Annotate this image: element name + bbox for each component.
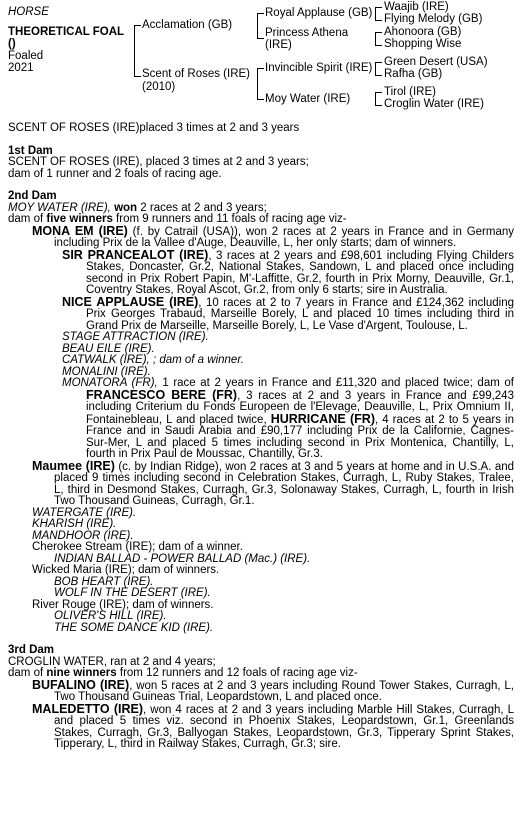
foaled-year: 2021 [8,62,34,74]
entry-cherokee-stream: Cherokee Stream (IRE); dam of a winner. [32,541,243,553]
dam2-heading: 2nd Dam [8,190,57,202]
horse-name: THEORETICAL FOAL () [8,26,124,50]
sire-sire: Royal Applause (GB) [265,7,373,19]
entry-beau-eile: BEAU EILE (IRE). [62,342,155,355]
entry-indian-ballad: INDIAN BALLAD - POWER BALLAD (Mac.) (IRE). [54,552,311,565]
entry-sir-prancealot: SIR PRANCEALOT (IRE), 3 races at 2 years and £98,601 including Flying Childers Stakes, Doncaster, Gr.2, National Stakes, Sandown, L and placed once including second in Prix Robert Papin, M'-Laffitte, Gr.2, fourth in Prix Morny, Deauville, Gr.1, Coventry Stakes, Royal Ascot, Gr.2, from only 6 starts; sire in Australia. [62,247,514,296]
entry-wolf-in-the-desert: WOLF IN THE DESERT (IRE). [54,587,211,599]
foaled-label: Foaled [8,50,44,62]
dam-sire-sire: Green Desert (USA) [384,56,488,68]
dam3-produce: dam of nine winners from 12 runners and 12 foals of racing age viz- [8,667,358,679]
dam-sire: Invincible Spirit (IRE) [265,62,373,74]
dam1-line2: dam of 1 runner and 2 foals of racing age. [8,167,222,180]
bracket-ss [375,7,382,21]
entry-catwalk: CATWALK (IRE), ; dam of a winner. [62,354,244,366]
bracket-sd [375,32,382,46]
dam3-heading: 3rd Dam [8,644,55,656]
sire-dam-2: (IRE) [265,39,292,51]
bracket-dd [375,92,382,106]
sire-sire-sire: Waajib (IRE) [384,1,449,13]
dam: Scent of Roses (IRE) [142,68,251,80]
sire: Acclamation (GB) [142,19,233,31]
entry-maledetto: MALEDETTO (IRE), won 4 races at 2 and 3 years including Marble Hill Stakes, Curragh, L and placed 5 times viz. second in Phoenix Stakes, Leopardstown, Gr.1, Greenlands Stakes, Curragh, Gr.3, Ballyogan Stakes, Leopardstown, Gr.3, Tipperary Sprint Stakes, Tipperary, L, third in Railway Stakes, Curragh, Gr.3; sire. [32,701,514,750]
entry-maumee: Maumee (IRE) (c. by Indian Ridge), won 2 races at 3 and 5 years at home and in U.S.A. and placed 9 times including second in Celebration Stakes, Curragh, L, Ruby Stakes, Tralee, L, third in Desmond Stakes, Curragh, Gr.3, Solonaway Stakes, Curragh, L, fourth in Irish Two Thousand Guineas, Curragh, Gr.1. [32,458,515,507]
dam2-line1: MOY WATER (IRE), won 2 races at 2 and 3 years; [8,201,267,214]
entry-bufalino: BUFALINO (IRE), won 5 races at 2 and 3 years including Round Tower Stakes, Curragh, L, Two Thousand Guineas Trial, Leopardstown, L and placed once. [32,677,514,703]
bracket-ds [375,62,382,76]
dam1-heading: 1st Dam [8,144,53,157]
summary: SCENT OF ROSES (IRE)placed 3 times at 2 and 3 years [8,122,300,134]
dam2-produce: dam of five winners from 9 runners and 11 foals of racing age viz- [8,213,347,225]
dam-dam-sire: Tirol (IRE) [384,86,436,98]
entry-river-rouge: River Rouge (IRE); dam of winners. [32,598,214,611]
entry-mandhoor: MANDHOOR (IRE). [32,529,134,542]
bracket-dam [257,68,264,100]
entry-watergate: WATERGATE (IRE). [32,506,137,519]
entry-monatora: MONATORA (FR), 1 race at 2 years in France and £11,320 and placed twice; dam of FRANCESCO BERE (FR), 3 races at 2 and 3 years in France and £99,243 including Criterium du Fonds Europeen de l'Elevage, Deauville, L, Prix Omnium II, Fontainebleau, L and placed twice, HURRICANE (FR), 4 races at 2 to 5 years in France and in Saudi Arabia and £90,177 including Prix de la Californie, Cagnes-Sur-Mer, L and placed 5 times including second in Prix Montenica, Chantilly, L, fourth in Prix Paul de Moussac, Chantilly, Gr.3. [62,377,514,460]
entry-stage-attraction: STAGE ATTRACTION (IRE). [62,331,209,343]
entry-olivers-hill: OLIVER'S HILL (IRE). [54,610,167,622]
catalogue-body [8,123,514,751]
entry-nice-applause: NICE APPLAUSE (IRE), 10 races at 2 to 7 years in France and £124,362 including Prix Georges Trabaud, Marseille Borely, L and placed 10 times including third in Grand Prix de Marseille, Marseille Borely, L, Le Vase d'Argent, Toulouse, L. [62,294,514,332]
dam3-line1: CROGLIN WATER, ran at 2 and 4 years; [8,655,216,668]
dam-dam: Moy Water (IRE) [265,93,351,105]
sire-dam-dam: Shopping Wise [384,38,462,50]
bracket-sire [257,13,264,39]
sire-sire-dam: Flying Melody (GB) [384,13,483,25]
entry-kharish: KHARISH (IRE). [32,518,117,530]
horse-label: HORSE [8,6,49,18]
entry-wicked-maria: Wicked Maria (IRE); dam of winners. [32,564,220,576]
entry-some-dance-kid: THE SOME DANCE KID (IRE). [54,621,214,634]
entry-bob-heart: BOB HEART (IRE). [54,575,154,588]
entry-monalini: MONALINI (IRE). [62,365,151,378]
sire-dam-1: Princess Athena [265,27,349,39]
entry-mona-em: MONA EM (IRE) (f. by Catrail (USA)), won 2 races at 2 years in France and in Germany including Prix de la Vallee d'Auge, Deauville, L, her only starts; dam of winners. [32,223,514,249]
dam-year: (2010) [142,81,176,93]
bracket-gen1 [134,25,141,77]
dam-sire-dam: Rafha (GB) [384,68,443,80]
dam-dam-dam: Croglin Water (IRE) [384,98,484,110]
sire-dam-sire: Ahonoora (GB) [384,26,462,38]
dam1-line1: SCENT OF ROSES (IRE), placed 3 times at 2 and 3 years; [8,156,309,168]
